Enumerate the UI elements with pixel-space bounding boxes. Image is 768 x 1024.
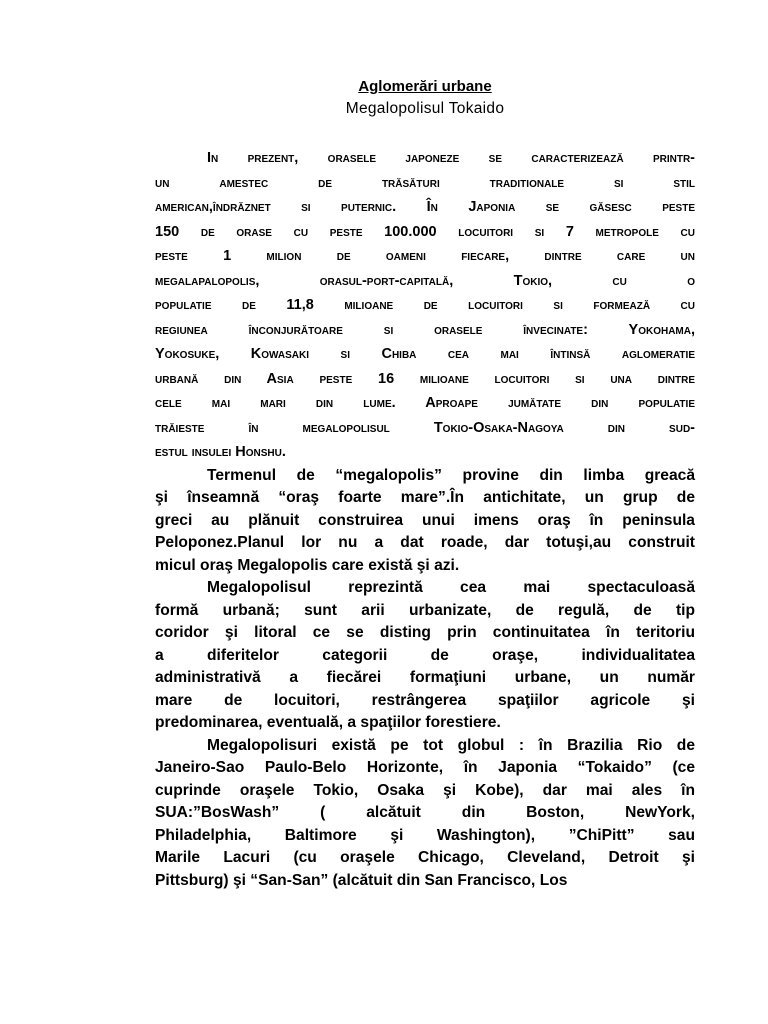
text-line: Megalopolisul reprezintă cea mai spectaculoasă [207,579,695,596]
text-line: micul oraş Megalopolis care există şi azi. [155,556,460,574]
text-line: peste 1 milion de oameni fiecare, dintre care un [155,248,695,264]
text-line: Philadelphia, Baltimore şi Washington), ”ChiPitt” sau [155,826,695,844]
text-line: megalapalopolis, orasul-port-capitală, Tokio, cu o [155,272,695,289]
text-line: predominarea, eventuală, a spaţiilor forestiere. [155,714,501,731]
text-line: administrativă a fiecărei formaţiuni urbane, un număr [155,669,695,686]
text-line: Peloponez.Planul lor nu a dat roade, dar totuşi,au construit [155,534,695,551]
text-line: cele mai mari din lume. Aproape jumătate din populatie [155,395,695,411]
text-line: a diferitelor categorii de oraşe, individualitatea [155,646,695,664]
text-line: SUA:”BosWash” ( alcătuit din Boston, NewYork, [155,804,695,821]
text-line: american,îndrăznet si puternic. În Japonia se găsesc peste [155,199,695,215]
text-line: trăieste în megalopolisul Tokio-Osaka-Nagoya din sud- [155,419,695,436]
text-line: Yokosuke, Kowasaki si Chiba cea mai întinsă aglomeratie [155,346,695,362]
paragraph-3 [155,577,695,735]
text-line: mare de locuitori, restrângerea spaţiilor agricole şi [155,691,695,709]
document-page [155,76,695,892]
document-subtitle: Megalopolisul Tokaido [345,100,505,117]
text-line: Marile Lacuri (cu oraşele Chicago, Cleveland, Detroit şi [155,849,695,866]
text-line: Janeiro-Sao Paulo-Belo Horizonte, în Japonia “Tokaido” (ce [155,759,695,776]
text-line: Megalopolisuri există pe tot globul : în Brazilia Rio de [207,736,695,754]
text-line: formă urbană; sunt arii urbanizate, de regulă, de tip [155,601,695,619]
text-line: Termenul de “megalopolis” provine din limba greacă [207,466,695,484]
paragraph-4 [155,735,695,893]
text-line: urbană din Asia peste 16 milioane locuitori si una dintre [155,370,695,387]
text-line: greci au plănuit construirea unui imens oraş în peninsula [155,511,695,529]
paragraph-1 [155,146,695,465]
text-line: un amestec de trăsături traditionale si stil [155,174,695,191]
text-line: regiunea înconjurătoare si orasele învecinate: Yokohama, [155,321,695,338]
text-line: coridor şi litoral ce se disting prin continuitatea în teritoriu [155,624,695,641]
text-line: 150 de orase cu peste 100.000 locuitori si 7 metropole cu [155,223,695,240]
document-title: Aglomerări urbane [358,78,492,95]
text-line: Pittsburg) şi “San-San” (alcătuit din San Francisco, Los [155,871,568,889]
text-line: populatie de 11,8 milioane de locuitori si formează cu [155,297,695,313]
text-line: estul insulei Honshu. [155,444,286,460]
text-line: şi înseamnă “oraş foarte mare”.În antichitate, un grup de [155,489,695,506]
text-line: cuprinde oraşele Tokio, Osaka şi Kobe), dar mai ales în [155,781,695,799]
paragraph-2 [155,465,695,578]
text-line: In prezent, orasele japoneze se caracterizează printr- [207,150,695,166]
